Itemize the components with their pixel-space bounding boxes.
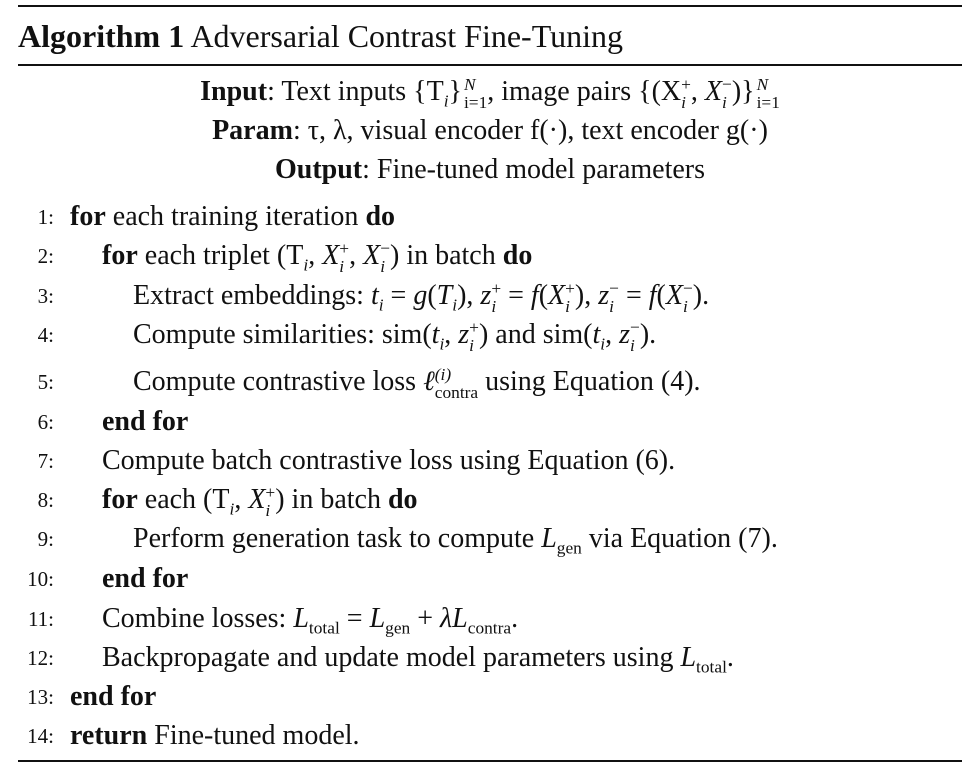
line-number: 7: bbox=[37, 449, 54, 473]
algo-line-10 bbox=[0, 560, 980, 598]
top-rule bbox=[18, 5, 962, 7]
input-pairs-text: , image pairs {(X bbox=[487, 76, 682, 107]
line-number: 10: bbox=[27, 567, 54, 591]
line-tail: using Equation (4). bbox=[478, 366, 701, 397]
line-tail: via Equation (7). bbox=[581, 523, 778, 554]
output-line bbox=[18, 152, 962, 188]
line-text: Extract embeddings: bbox=[133, 280, 371, 311]
bottom-rule bbox=[18, 760, 962, 762]
algorithm-title bbox=[18, 16, 623, 56]
line-number: 14: bbox=[27, 724, 54, 748]
header-rule bbox=[18, 64, 962, 66]
line-text: each training iteration bbox=[105, 201, 366, 232]
param-label: Param bbox=[212, 115, 293, 146]
keyword-return: return bbox=[70, 720, 148, 751]
line-number: 11: bbox=[27, 607, 54, 631]
input-N: N bbox=[463, 75, 476, 95]
line-number: 9: bbox=[37, 527, 54, 551]
algo-line-13 bbox=[0, 678, 980, 716]
line-number: 1: bbox=[37, 205, 54, 229]
line-text: Combine losses: bbox=[102, 603, 294, 634]
algorithm-label: Algorithm 1 bbox=[18, 18, 185, 54]
keyword-end-for: end for bbox=[70, 681, 157, 712]
keyword-for: for bbox=[102, 240, 138, 271]
line-text: Fine-tuned model. bbox=[147, 720, 360, 751]
line-number: 6: bbox=[37, 410, 54, 434]
keyword-for: for bbox=[70, 201, 106, 232]
output-label: Output bbox=[274, 154, 363, 185]
line-text: Backpropagate and update model parameters using bbox=[102, 642, 681, 673]
line-number: 3: bbox=[37, 284, 54, 308]
algo-line-11: 11: Combine losses: $L_{total} = L_{gen} + \lambda L_{contra}$. bbox=[0, 600, 980, 638]
line-text: each triplet (T bbox=[137, 240, 304, 271]
input-label: Input bbox=[200, 76, 268, 107]
input-range: i=1 bbox=[463, 92, 488, 112]
output-text: : Fine-tuned model parameters bbox=[362, 154, 706, 185]
line-number: 4: bbox=[37, 323, 54, 347]
line-text: Compute similarities: sim( bbox=[133, 319, 432, 350]
keyword-end-for: end for bbox=[102, 406, 189, 437]
algo-line-1 bbox=[0, 198, 980, 236]
algo-line-4: 4: Compute similarities: $sim(t_i$, z + i ) and $sim(t_i$, z − i ). bbox=[0, 316, 980, 354]
keyword-do: do bbox=[387, 484, 418, 515]
algo-line-7 bbox=[0, 442, 980, 480]
line-text: Compute batch contrastive loss using Equation (6). bbox=[102, 445, 676, 476]
keyword-for: for bbox=[102, 484, 138, 515]
algo-line-14 bbox=[0, 717, 980, 755]
algo-line-9: 9: Perform generation task to compute $L_{gen}$ via Equation (7). bbox=[0, 520, 980, 558]
algo-line-12: 12: Backpropagate and update model parameters using $L_{total}$. bbox=[0, 639, 980, 677]
algo-line-2: 2: for each triplet ($T_i$, X + i , X − i ) in batch do bbox=[0, 237, 980, 275]
line-number: 12: bbox=[27, 646, 54, 670]
algo-line-6 bbox=[0, 403, 980, 441]
keyword-do: do bbox=[502, 240, 533, 271]
algo-line-8: 8: for each ($T_i$, X + i ) in batch do bbox=[0, 481, 980, 519]
algo-line-5: 5: Compute contrastive loss ℓ (i) contra using Equation (4). bbox=[0, 363, 980, 401]
algorithm-name: Adversarial Contrast Fine-Tuning bbox=[190, 18, 623, 54]
param-line bbox=[18, 113, 962, 149]
pairs-range: i=1 bbox=[756, 92, 780, 112]
param-text: : τ, λ, visual encoder f(·), text encoder g(·) bbox=[292, 115, 768, 146]
keyword-end-for: end for bbox=[102, 563, 189, 594]
line-number: 5: bbox=[37, 370, 54, 394]
line-number: 13: bbox=[27, 685, 54, 709]
line-number: 8: bbox=[37, 488, 54, 512]
line-number: 2: bbox=[37, 244, 54, 268]
input-text: : Text inputs {T bbox=[267, 76, 444, 107]
line-text: Compute contrastive loss bbox=[133, 366, 424, 397]
input-line: Input: Text inputs $\{T_i\}$ N i=1 , image pairs {(X + i , X − i )} N i=1 bbox=[200, 75, 780, 112]
pairs-N: N bbox=[756, 75, 769, 95]
line-text: each (T bbox=[137, 484, 230, 515]
keyword-do: do bbox=[365, 201, 396, 232]
algo-line-3: 3: Extract embeddings: $t_i = g(T_i)$, z + i = f(X + i ), z − i = f(X − i ). bbox=[0, 277, 980, 315]
line-text: Perform generation task to compute bbox=[133, 523, 542, 554]
